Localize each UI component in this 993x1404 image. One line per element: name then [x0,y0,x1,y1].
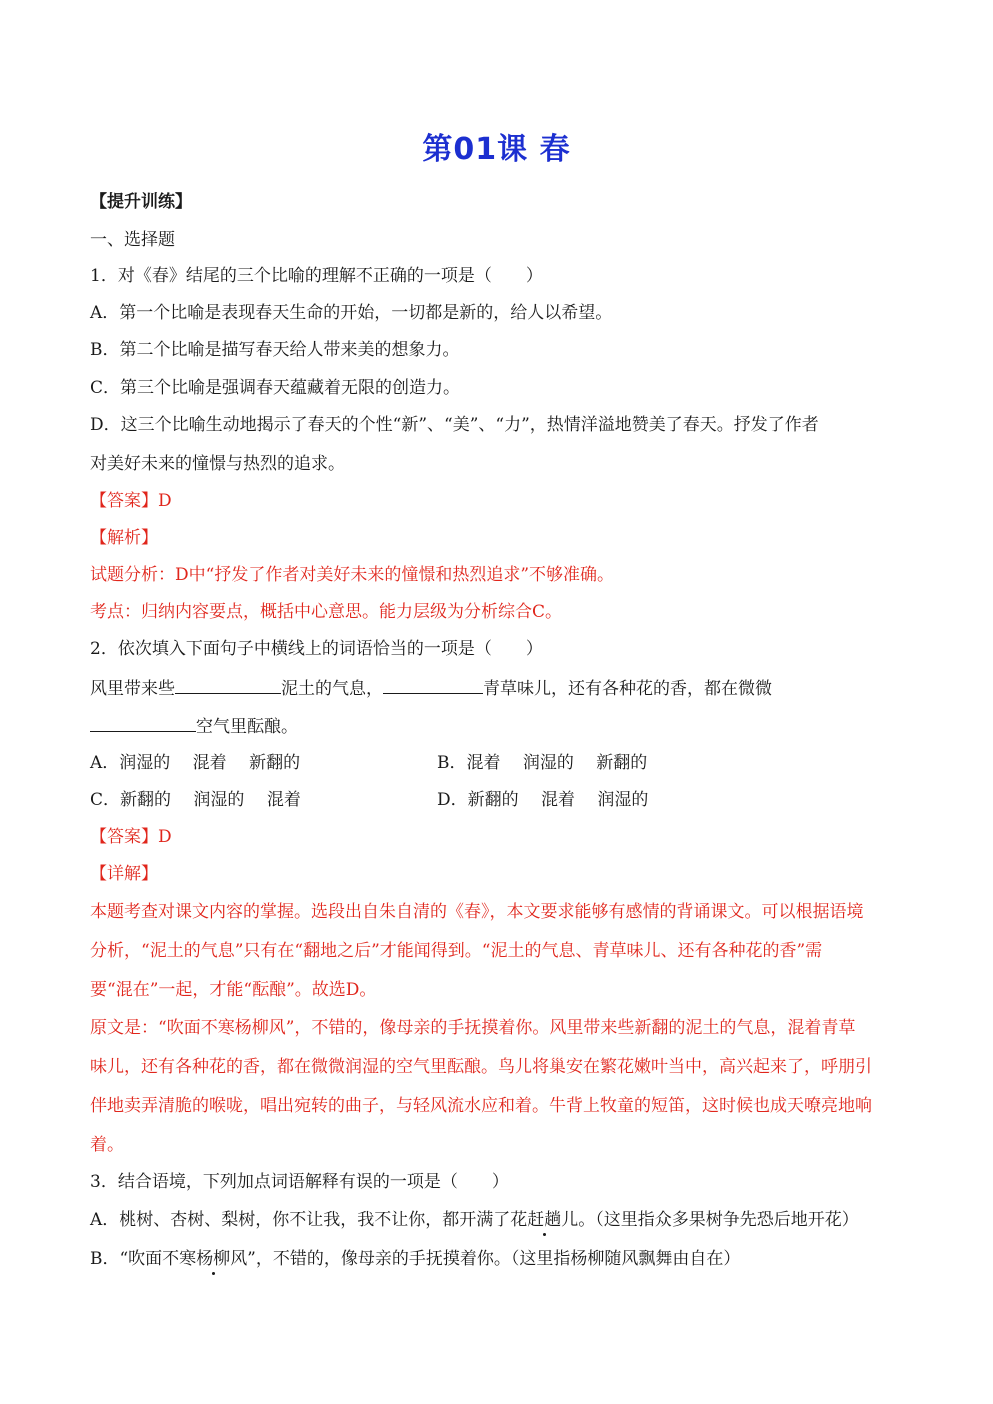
q2-original-line3: 伴地卖弄清脆的喉咙，唱出宛转的曲子，与轻风流水应和着。牛背上牧童的短笛，这时候也成天嘹亮地响 [90,1096,872,1116]
q2-sentence-part2: 泥土的气息， [281,679,383,699]
q1-option-b: B．第二个比喻是描写春天给人带来美的想象力。 [90,340,460,360]
q3-option-b-post: 风”，不错的，像母亲的手抚摸着你。（这里指杨柳随风飘舞由自在） [230,1249,741,1269]
q3-option-a-post: 儿。（这里指众多果树争先恐后地开花） [561,1210,859,1230]
q1-stem: 1．对《春》结尾的三个比喻的理解不正确的一项是（ ） [90,266,543,286]
q1-option-d-line1: D．这三个比喻生动地揭示了春天的个性“新”、“美”、“力”，热情洋溢地赞美了春天。抒发了作者 [90,415,819,435]
fill-blank-2 [383,675,483,694]
page-title: 第01课 春 [422,132,571,167]
q3-option-b-pre: B．“吹面不寒 [90,1249,197,1269]
q2-detail-label: 【详解】 [90,864,158,884]
q2-original-line2: 味儿，还有各种花的香，都在微微润湿的空气里酝酿。鸟儿将巢安在繁花嫩叶当中，高兴起来了，呼朋引 [90,1057,872,1077]
q2-stem: 2．依次填入下面句子中横线上的词语恰当的一项是（ ） [90,639,543,659]
q2-option-c: C．新翻的 润湿的 混着 [90,790,301,810]
q1-option-c: C．第三个比喻是强调春天蕴藏着无限的创造力。 [90,378,461,398]
q1-analysis-label: 【解析】 [90,528,158,548]
q1-point: 考点：归纳内容要点，概括中心意思。能力层级为分析综合C。 [90,602,563,622]
q3-option-a [90,1208,905,1232]
q2-sentence-part1: 风里带来些 [90,679,175,699]
q1-analysis: 试题分析：D中“抒发了作者对美好未来的憧憬和热烈追求”不够准确。 [90,565,615,585]
section-type: 一、选择题 [90,230,175,250]
q2-detail-line3: 要“混在”一起，才能“酝酿”。故选D。 [90,980,377,1000]
q3-option-b [90,1247,905,1271]
q3-option-a-pre: A．桃树、杏树、梨树，你不让我，我不让你，都开满了花 [90,1210,528,1230]
q1-option-d-line2: 对美好未来的憧憬与热烈的追求。 [90,454,345,474]
q2-option-a: A．润湿的 混着 新翻的 [90,753,301,773]
q2-options-row1 [90,751,905,775]
q1-answer: 【答案】D [90,491,172,511]
fill-blank-1 [175,675,281,694]
q3-dotted-word-a: 赶趟 [527,1210,562,1230]
q2-option-d: D．新翻的 混着 润湿的 [437,790,649,810]
q2-options-row2 [90,788,905,812]
q2-sentence-part3: 青草味儿，还有各种花的香，都在微微 [483,679,772,699]
q2-original-line4: 着。 [90,1135,124,1155]
q1-option-a: A．第一个比喻是表现春天生命的开始，一切都是新的，给人以希望。 [90,303,613,323]
q2-option-b: B．混着 润湿的 新翻的 [437,753,648,773]
q2-sentence-part4: 空气里酝酿。 [196,717,298,737]
fill-blank-3 [90,713,196,732]
q2-answer: 【答案】D [90,827,172,847]
q2-sentence-line1 [90,675,905,701]
q3-stem: 3．结合语境，下列加点词语解释有误的一项是（ ） [90,1172,509,1192]
q2-detail-line1: 本题考查对课文内容的掌握。选段出自朱自清的《春》，本文要求能够有感情的背诵课文。可以根据语境 [90,902,864,922]
section-header: 【提升训练】 [90,192,192,212]
q2-original-line1: 原文是：“吹面不寒杨柳风”，不错的，像母亲的手抚摸着你。风里带来些新翻的泥土的气息，混着青草 [90,1018,856,1038]
q2-sentence-line2 [90,713,905,739]
q3-dotted-word-b: 杨柳 [196,1249,231,1269]
q2-detail-line2: 分析，“泥土的气息”只有在“翻地之后”才能闻得到。“泥土的气息、青草味儿、还有各种花的香”需 [90,941,823,961]
